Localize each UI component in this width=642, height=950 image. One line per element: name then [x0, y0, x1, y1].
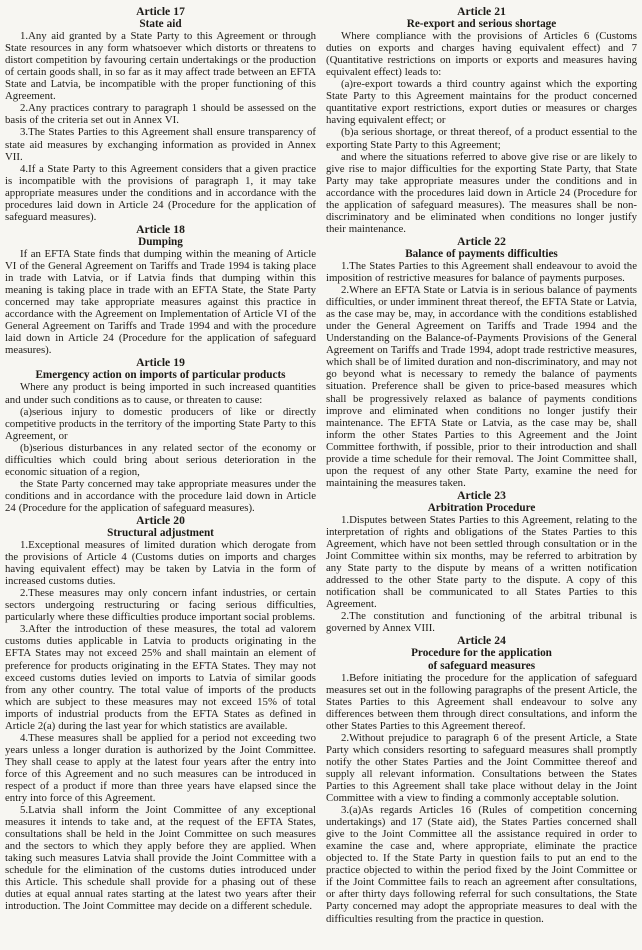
paragraph: 4.If a State Party to this Agreement considers that a given practice is incompatible with the provisions of paragraph 1, it may take appropriate measures under the conditions and in accordance with the procedures laid down in Article 24 (Procedure for the application of safeguard measures). [5, 162, 316, 223]
paragraph: 1.Any aid granted by a State Party to this Agreement or through State resources in any form whatsoever which distorts or threatens to distort competition by favouring certain undertakings or the production of certain goods shall, in so far as it may affect trade between an EFTA State and Latvia, be incompatible with the proper functioning of this Agreement. [5, 30, 316, 103]
article-heading: Article 20 [136, 513, 185, 527]
article-subheading: State aid [139, 18, 182, 31]
text-column-left [5, 5, 316, 946]
article-heading: Article 23 [457, 488, 506, 502]
paragraph: 3.After the introduction of these measures, the total ad valorem customs duties applicable in Latvia to products originating in the EFTA States may not exceed 25% and shall maintain an element of preference for products originating in the EFTA States. They may not exceed customs duties levied on imports to Latvia of similar goods from any other country. The total value of imports of the products which are subject to these measures may not exceed 15% of total imports of industrial products from the EFTA States as defined in Article 2(a) during the last year for which statistics are available. [5, 623, 316, 732]
article-heading: Article 18 [136, 222, 185, 236]
paragraph: 2.Without prejudice to paragraph 6 of the present Article, a State Party which considers resorting to safeguard measures shall promptly notify the other States Parties and the Joint Committee thereof and supply all relevant information. Consultations between the States Parties to this Agreement shall take place without delay in the Joint Committee with a view to finding a commonly acceptable solution. [326, 731, 637, 805]
paragraph: 3.(a)As regards Articles 16 (Rules of competition concerning undertakings) and 17 (State aid), the States Parties concerned shall give to the Joint Committee all the assistance required in order to examine the case and, where appropriate, eliminate the practice objected to. If the State Party in question fails to put an end to the practice objected to within the period fixed by the Joint Committee or if the Joint Committee fails to reach an agreement after consultations, or after thirty days following referral for such consultations, the State Party concerned may adopt the appropriate measures to deal with the difficulties resulting from the practice in question. [326, 804, 637, 925]
paragraph: 3.The States Parties to this Agreement shall ensure transparency of state aid measures by exchanging information as provided in Annex VII. [5, 126, 316, 163]
paragraph: 4.These measures shall be applied for a period not exceeding two years unless a longer duration is authorized by the Joint Committee. They shall cease to apply at the latest four years after the entry into force of this Agreement and no such measures can be introduced in respect of a product if more than three years have elapsed since the entry into force of this Agreement. [5, 731, 316, 805]
article-heading: Article 22 [457, 234, 506, 248]
paragraph: 2.The constitution and functioning of the arbitral tribunal is governed by Annex VIII. [326, 610, 637, 635]
text-column-right [326, 5, 637, 946]
paragraph: Where compliance with the provisions of Articles 6 (Customs duties on exports and charges having equivalent effect) and 7 (Quantitative restrictions on imports or exports and measures having equivalent effect) leads to: [326, 30, 637, 79]
paragraph: (a)serious injury to domestic producers of like or directly competitive products in the territory of the importing State Party to this Agreement, or [5, 405, 316, 442]
paragraph: 2.Any practices contrary to paragraph 1 should be assessed on the basis of the criteria set out in Annex VI. [5, 102, 316, 127]
article-subheading: Structural adjustment [107, 527, 214, 540]
article-subheading: Arbitration Procedure [427, 501, 536, 514]
article-heading: Article 24 [457, 634, 506, 648]
paragraph: 2.Where an EFTA State or Latvia is in serious balance of payments difficulties, or under imminent threat thereof, the EFTA State or Latvia, as the case may be, may, in accordance with the conditions established under the General Agreement on Tariffs and Trade 1994 and the Understanding on the Balance-of-Payments Provisions of the General Agreement on Tariffs and Trade 1994, adopt trade restrictive measures, which shall be of limited duration and non-discriminatory, and may not go beyond what is necessary to remedy the balance of payments situation. Preference shall be given to price-based measures which shall be progressively relaxed as balance of payments conditions improve and eliminated when conditions no longer justify their maintenance. The EFTA State or Latvia, as the case may be, shall inform the other States Parties to this Agreement and the Joint Committee forthwith, if possible, prior to their introduction and shall provide a time schedule for their removal. The Joint Committee shall, upon the request of any other State Party, examine the need for maintaining the measures taken. [326, 284, 637, 489]
article-subheading: of safeguard measures [427, 659, 536, 672]
article-subheading: Balance of payments difficulties [405, 247, 558, 260]
paragraph: the State Party concerned may take appropriate measures under the conditions and in accordance with the procedure laid down in Article 24 (Procedure for the application of safeguard measures). [5, 477, 316, 514]
article-subheading: Re-export and serious shortage [406, 18, 557, 31]
paragraph: If an EFTA State finds that dumping within the meaning of Article VI of the General Agreement on Tariffs and Trade 1994 is taking place in trade with Latvia, or if Latvia finds that dumping within this meaning is taking place in trade with an EFTA State, the State Party concerned may take appropriate measures against this practice in accordance with the Agreement on Implementation of Article VI of the General Agreement on Tariffs and Trade 1994 and with the procedure laid down in Article 24 (Procedure for the application of safeguard measures). [5, 247, 316, 357]
article-subheading: Dumping [138, 235, 183, 248]
paragraph: (b)a serious shortage, or threat thereof, of a product essential to the exporting State Party to this Agreement; [326, 126, 637, 151]
paragraph: 1.Before initiating the procedure for the application of safeguard measures set out in the following paragraphs of the present Article, the States Parties to this Agreement shall endeavour to solve any differences between them through direct consultations, and inform the other States Parties to this Agreement thereof. [326, 671, 637, 732]
paragraph: (a)re-export towards a third country against which the exporting State Party to this Agreement maintains for the product concerned quantitative export restrictions, export duties or measures or charges having equivalent effect; or [326, 78, 637, 127]
article-heading: Article 19 [136, 356, 185, 370]
article-heading: Article 21 [457, 5, 506, 18]
paragraph: 5.Latvia shall inform the Joint Committee of any exceptional measures it intends to take and, at the request of the EFTA States, consultations shall be held in the Joint Committee on such measures and the sectors to which they apply before they are applied. When taking such measures Latvia shall provide the Joint Committee with a schedule for the elimination of the customs duties introduced under this Article. This schedule shall provide for a phasing out of these duties at equal annual rates starting at the latest two years after their introduction. The Joint Committee may decide on a different schedule. [5, 804, 316, 913]
paragraph: and where the situations referred to above give rise or are likely to give rise to major difficulties for the exporting State Party, that State Party may take appropriate measures under the conditions and in accordance with the procedures laid down in Article 24 (Procedure for the application of safeguard measures). The measures shall be non-discriminatory and be eliminated when conditions no longer justify their maintenance. [326, 150, 637, 235]
paragraph: 1.Exceptional measures of limited duration which derogate from the provisions of Article 4 (Customs duties on imports and charges having equivalent effect) may be taken by Latvia in the form of increased customs duties. [5, 539, 316, 588]
paragraph: Where any product is being imported in such increased quantities and under such conditions as to cause, or threaten to cause: [5, 381, 316, 406]
paragraph: 2.These measures may only concern infant industries, or certain sectors undergoing restructuring or facing serious difficulties, particularly where these difficulties produce important social problems. [5, 587, 316, 624]
article-heading: Article 17 [136, 5, 185, 18]
paragraph: 1.Disputes between States Parties to this Agreement, relating to the interpretation of rights and obligations of the States Parties to this Agreement, which have not been settled through consultation or in the Joint Committee within six months, may be referred to arbitration by any State party to the dispute by means of a written notification addressed to the other State party to the dispute. A copy of this notification shall be communicated to all States Parties to this Agreement. [326, 513, 637, 611]
paragraph: (b)serious disturbances in any related sector of the economy or difficulties which could bring about serious deterioration in the economic situation of a region, [5, 441, 316, 478]
article-subheading: Emergency action on imports of particular products [35, 369, 286, 382]
paragraph: 1.The States Parties to this Agreement shall endeavour to avoid the imposition of restrictive measures for balance of payments purposes. [326, 259, 637, 285]
article-subheading: Procedure for the application [411, 647, 552, 660]
